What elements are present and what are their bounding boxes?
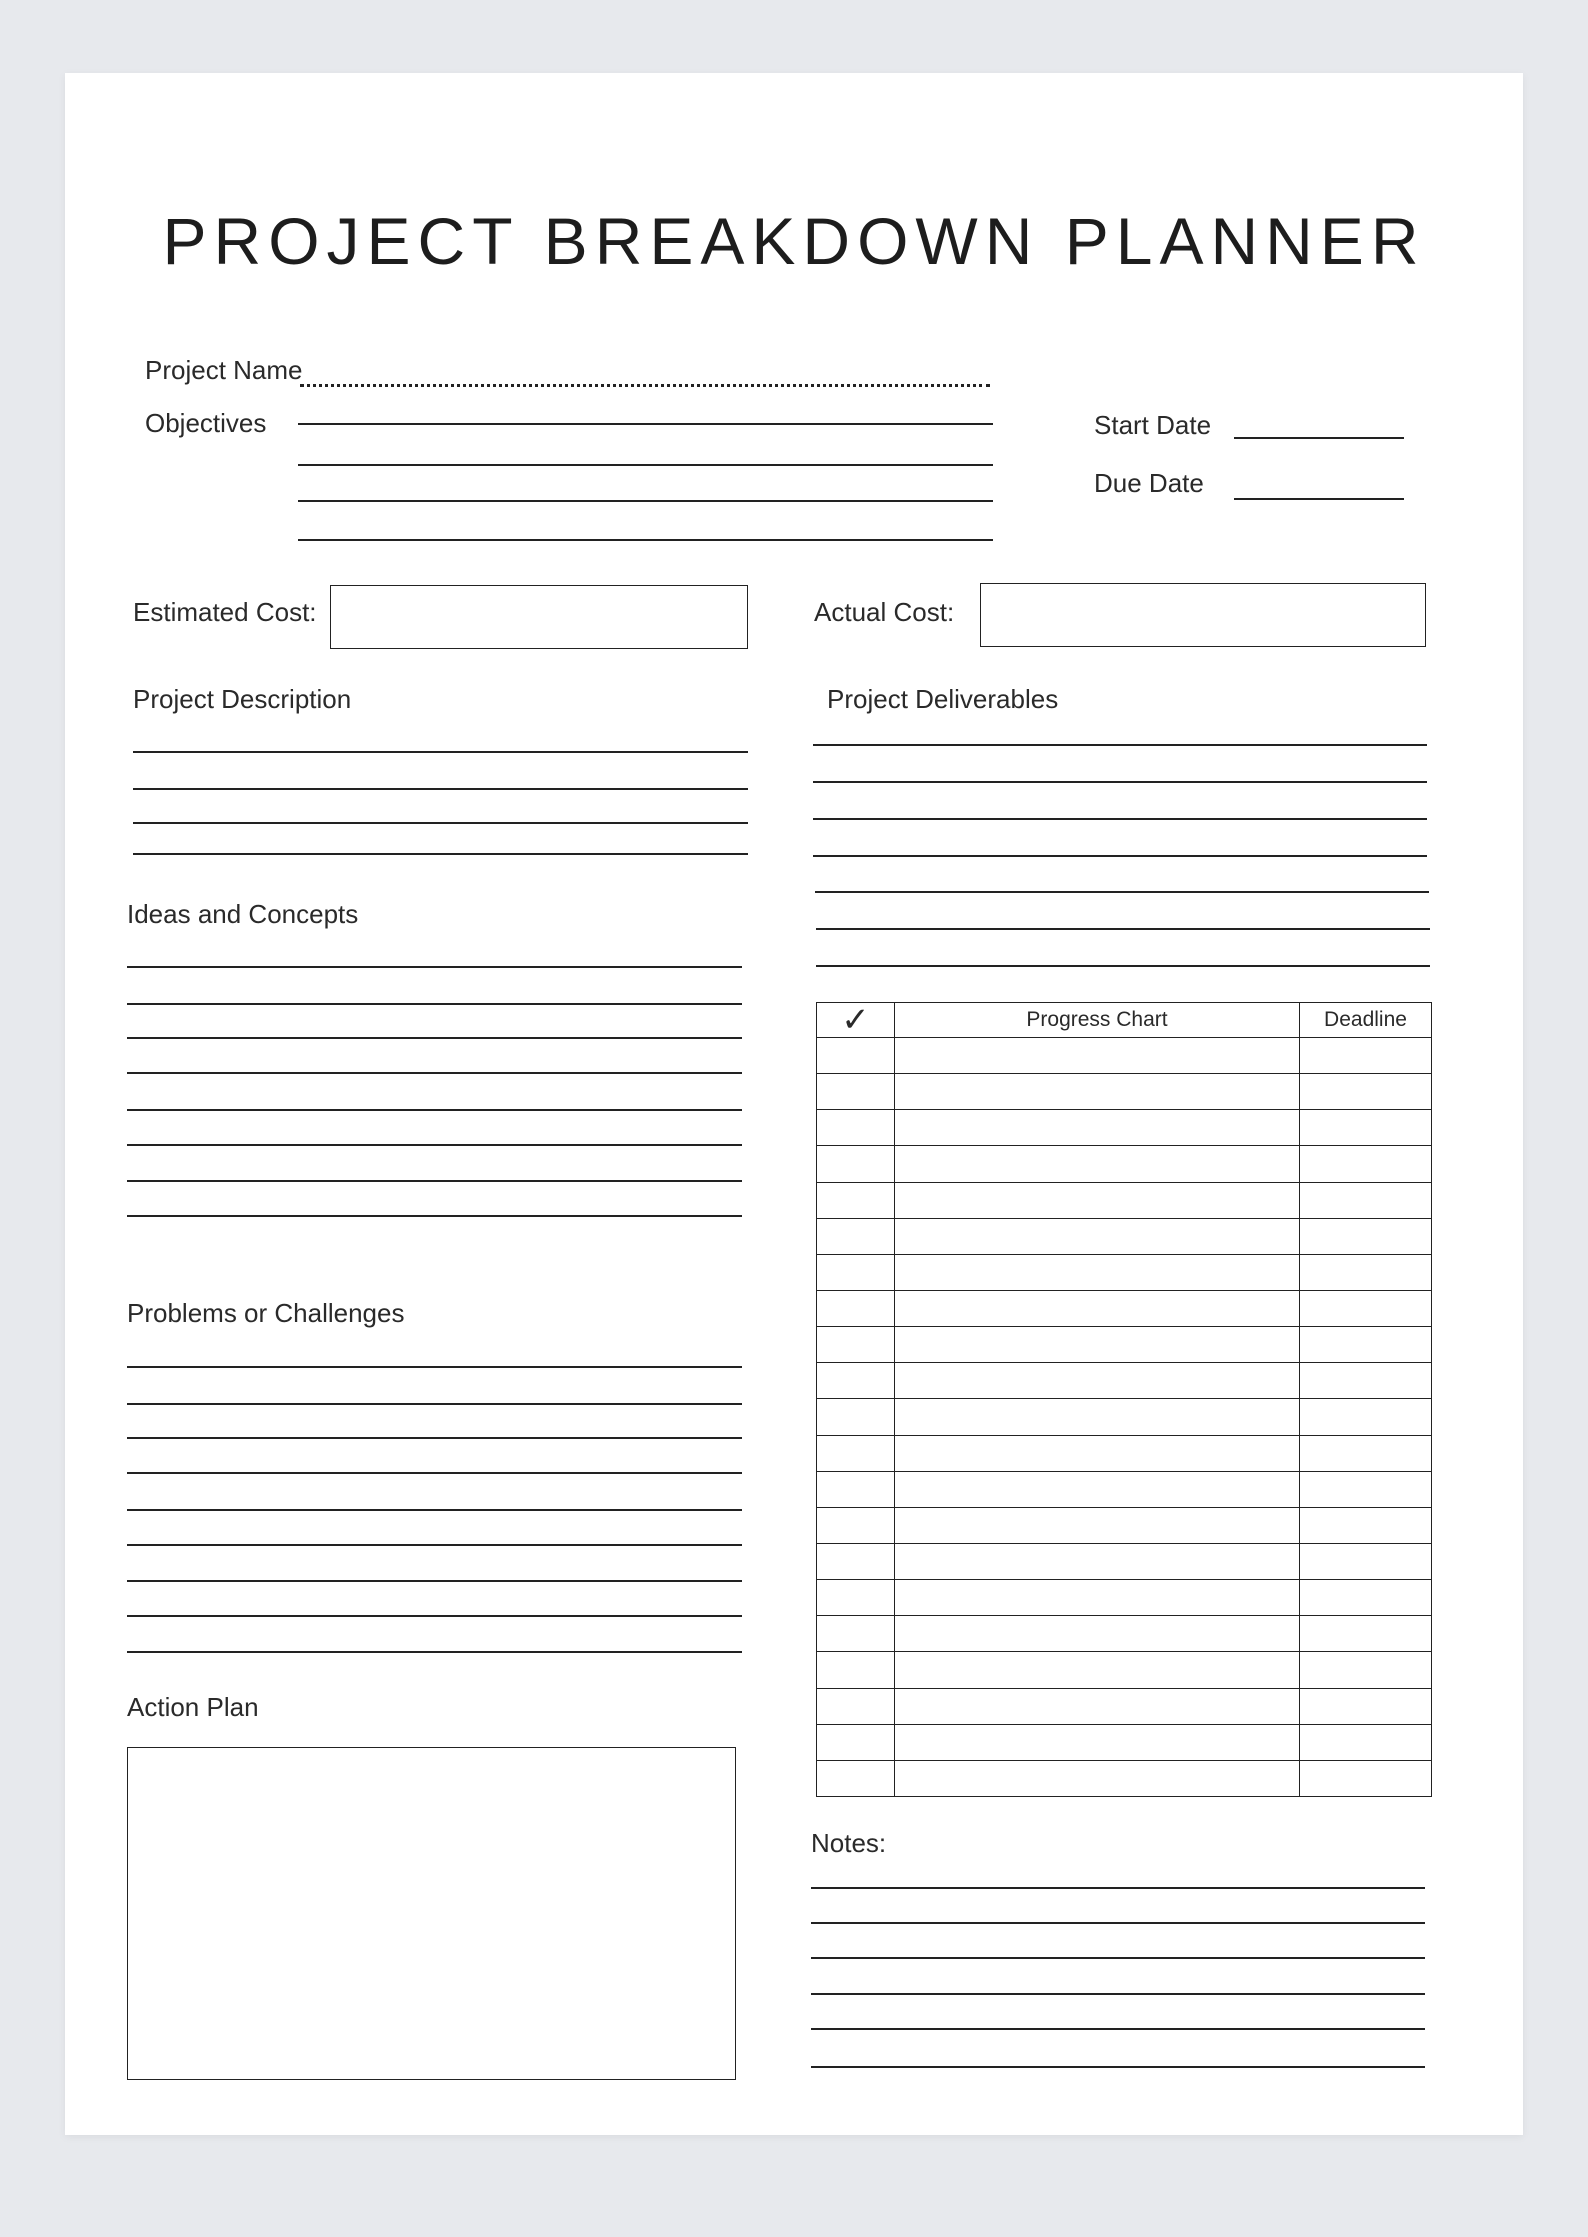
check-cell[interactable] xyxy=(817,1507,895,1543)
deadline-cell[interactable] xyxy=(1300,1435,1432,1471)
project-deliverables-line[interactable] xyxy=(816,928,1430,930)
deadline-cell[interactable] xyxy=(1300,1471,1432,1507)
progress-row xyxy=(817,1110,1432,1146)
problems-line[interactable] xyxy=(127,1472,742,1474)
deadline-cell[interactable] xyxy=(1300,1182,1432,1218)
ideas-line[interactable] xyxy=(127,1037,742,1039)
progress-cell[interactable] xyxy=(895,1074,1300,1110)
progress-table-body xyxy=(817,1038,1432,1797)
progress-cell[interactable] xyxy=(895,1616,1300,1652)
progress-cell[interactable] xyxy=(895,1435,1300,1471)
check-cell[interactable] xyxy=(817,1146,895,1182)
deadline-cell[interactable] xyxy=(1300,1218,1432,1254)
deadline-cell[interactable] xyxy=(1300,1507,1432,1543)
problems-line[interactable] xyxy=(127,1615,742,1617)
deadline-cell[interactable] xyxy=(1300,1038,1432,1074)
checkmark-icon: ✓ xyxy=(841,1001,870,1039)
check-cell[interactable] xyxy=(817,1724,895,1760)
progress-row xyxy=(817,1182,1432,1218)
notes-line[interactable] xyxy=(811,2028,1425,2030)
start-date-label: Start Date xyxy=(1094,410,1212,440)
deadline-cell[interactable] xyxy=(1300,1110,1432,1146)
project-name-label: Project Name xyxy=(145,355,303,385)
check-cell[interactable] xyxy=(817,1760,895,1796)
progress-cell[interactable] xyxy=(895,1182,1300,1218)
ideas-line[interactable] xyxy=(127,1215,742,1217)
progress-cell[interactable] xyxy=(895,1218,1300,1254)
project-name-field[interactable] xyxy=(300,384,990,387)
progress-row xyxy=(817,1688,1432,1724)
progress-cell[interactable] xyxy=(895,1652,1300,1688)
project-deliverables-line[interactable] xyxy=(816,965,1430,967)
progress-row xyxy=(817,1616,1432,1652)
deadline-cell[interactable] xyxy=(1300,1543,1432,1579)
check-cell[interactable] xyxy=(817,1254,895,1290)
notes-line[interactable] xyxy=(811,1957,1425,1959)
progress-cell[interactable] xyxy=(895,1760,1300,1796)
progress-row xyxy=(817,1327,1432,1363)
problems-line[interactable] xyxy=(127,1403,742,1405)
deadline-cell[interactable] xyxy=(1300,1327,1432,1363)
notes-line[interactable] xyxy=(811,1993,1425,1995)
progress-row xyxy=(817,1471,1432,1507)
action-plan-box[interactable] xyxy=(127,1747,736,2080)
check-cell[interactable] xyxy=(817,1110,895,1146)
progress-cell[interactable] xyxy=(895,1327,1300,1363)
objectives-line[interactable] xyxy=(298,539,993,541)
planner-sheet xyxy=(65,73,1523,2135)
objectives-label: Objectives xyxy=(145,408,267,438)
progress-table xyxy=(816,1002,1432,1797)
progress-row xyxy=(817,1290,1432,1326)
problems-line[interactable] xyxy=(127,1437,742,1439)
project-description-line[interactable] xyxy=(133,822,748,824)
due-date-field[interactable] xyxy=(1234,498,1404,500)
progress-cell[interactable] xyxy=(895,1110,1300,1146)
progress-row xyxy=(817,1652,1432,1688)
check-cell[interactable] xyxy=(817,1218,895,1254)
problems-line[interactable] xyxy=(127,1509,742,1511)
progress-cell[interactable] xyxy=(895,1724,1300,1760)
ideas-line[interactable] xyxy=(127,966,742,968)
notes-line[interactable] xyxy=(811,2066,1425,2068)
actual-cost-label: Actual Cost: xyxy=(814,597,955,627)
progress-cell[interactable] xyxy=(895,1471,1300,1507)
due-date-label: Due Date xyxy=(1094,468,1204,498)
page-title: PROJECT BREAKDOWN PLANNER xyxy=(162,204,1426,278)
progress-row xyxy=(817,1543,1432,1579)
objectives-line[interactable] xyxy=(298,500,993,502)
check-cell[interactable] xyxy=(817,1074,895,1110)
deadline-cell[interactable] xyxy=(1300,1580,1432,1616)
actual-cost-box[interactable] xyxy=(980,583,1426,647)
progress-cell[interactable] xyxy=(895,1146,1300,1182)
deadline-cell[interactable] xyxy=(1300,1399,1432,1435)
ideas-line[interactable] xyxy=(127,1003,742,1005)
deadline-header: Deadline xyxy=(1300,1003,1432,1038)
deadline-cell[interactable] xyxy=(1300,1254,1432,1290)
check-cell[interactable] xyxy=(817,1580,895,1616)
progress-cell[interactable] xyxy=(895,1688,1300,1724)
check-cell[interactable] xyxy=(817,1363,895,1399)
progress-row xyxy=(817,1399,1432,1435)
start-date-field[interactable] xyxy=(1234,437,1404,439)
deadline-cell[interactable] xyxy=(1300,1290,1432,1326)
check-cell[interactable] xyxy=(817,1182,895,1218)
check-cell[interactable] xyxy=(817,1471,895,1507)
progress-row xyxy=(817,1507,1432,1543)
progress-cell[interactable] xyxy=(895,1038,1300,1074)
progress-row xyxy=(817,1435,1432,1471)
ideas-line[interactable] xyxy=(127,1144,742,1146)
check-cell[interactable] xyxy=(817,1616,895,1652)
progress-cell[interactable] xyxy=(895,1363,1300,1399)
progress-cell[interactable] xyxy=(895,1290,1300,1326)
ideas-line[interactable] xyxy=(127,1072,742,1074)
problems-label: Problems or Challenges xyxy=(127,1298,405,1328)
progress-row xyxy=(817,1363,1432,1399)
check-cell[interactable] xyxy=(817,1399,895,1435)
project-description-line[interactable] xyxy=(133,751,748,753)
project-description-label: Project Description xyxy=(133,684,352,714)
progress-row xyxy=(817,1218,1432,1254)
deadline-cell[interactable] xyxy=(1300,1724,1432,1760)
notes-label: Notes: xyxy=(811,1828,887,1858)
deadline-cell[interactable] xyxy=(1300,1652,1432,1688)
progress-table-header xyxy=(817,1003,1432,1038)
deadline-cell[interactable] xyxy=(1300,1760,1432,1796)
ideas-line[interactable] xyxy=(127,1180,742,1182)
progress-cell[interactable] xyxy=(895,1399,1300,1435)
check-column-header xyxy=(817,1003,895,1038)
deadline-cell[interactable] xyxy=(1300,1616,1432,1652)
project-deliverables-line[interactable] xyxy=(813,855,1427,857)
check-cell[interactable] xyxy=(817,1543,895,1579)
check-cell[interactable] xyxy=(817,1435,895,1471)
problems-line[interactable] xyxy=(127,1544,742,1546)
project-description-line[interactable] xyxy=(133,853,748,855)
progress-row xyxy=(817,1146,1432,1182)
project-description-line[interactable] xyxy=(133,788,748,790)
project-deliverables-line[interactable] xyxy=(815,891,1429,893)
progress-row xyxy=(817,1074,1432,1110)
progress-chart-header: Progress Chart xyxy=(895,1003,1300,1038)
project-deliverables-line[interactable] xyxy=(813,781,1427,783)
progress-cell[interactable] xyxy=(895,1580,1300,1616)
progress-row xyxy=(817,1254,1432,1290)
objectives-line[interactable] xyxy=(298,464,993,466)
notes-line[interactable] xyxy=(811,1922,1425,1924)
deadline-cell[interactable] xyxy=(1300,1074,1432,1110)
project-deliverables-line[interactable] xyxy=(813,818,1427,820)
objectives-line[interactable] xyxy=(298,423,993,425)
check-cell[interactable] xyxy=(817,1290,895,1326)
estimated-cost-box[interactable] xyxy=(330,585,748,649)
notes-line[interactable] xyxy=(811,1887,1425,1889)
problems-line[interactable] xyxy=(127,1651,742,1653)
project-deliverables-line[interactable] xyxy=(813,744,1427,746)
ideas-line[interactable] xyxy=(127,1109,742,1111)
check-cell[interactable] xyxy=(817,1327,895,1363)
ideas-and-concepts-label: Ideas and Concepts xyxy=(127,899,359,929)
check-cell[interactable] xyxy=(817,1688,895,1724)
progress-row xyxy=(817,1760,1432,1796)
deadline-cell[interactable] xyxy=(1300,1688,1432,1724)
progress-cell[interactable] xyxy=(895,1507,1300,1543)
estimated-cost-label: Estimated Cost: xyxy=(133,597,317,627)
progress-cell[interactable] xyxy=(895,1543,1300,1579)
action-plan-label: Action Plan xyxy=(127,1692,259,1722)
progress-row xyxy=(817,1038,1432,1074)
deadline-cell[interactable] xyxy=(1300,1363,1432,1399)
check-cell[interactable] xyxy=(817,1652,895,1688)
project-deliverables-label: Project Deliverables xyxy=(827,684,1059,714)
problems-line[interactable] xyxy=(127,1580,742,1582)
progress-cell[interactable] xyxy=(895,1254,1300,1290)
deadline-cell[interactable] xyxy=(1300,1146,1432,1182)
progress-row xyxy=(817,1724,1432,1760)
problems-line[interactable] xyxy=(127,1366,742,1368)
progress-row xyxy=(817,1580,1432,1616)
check-cell[interactable] xyxy=(817,1038,895,1074)
